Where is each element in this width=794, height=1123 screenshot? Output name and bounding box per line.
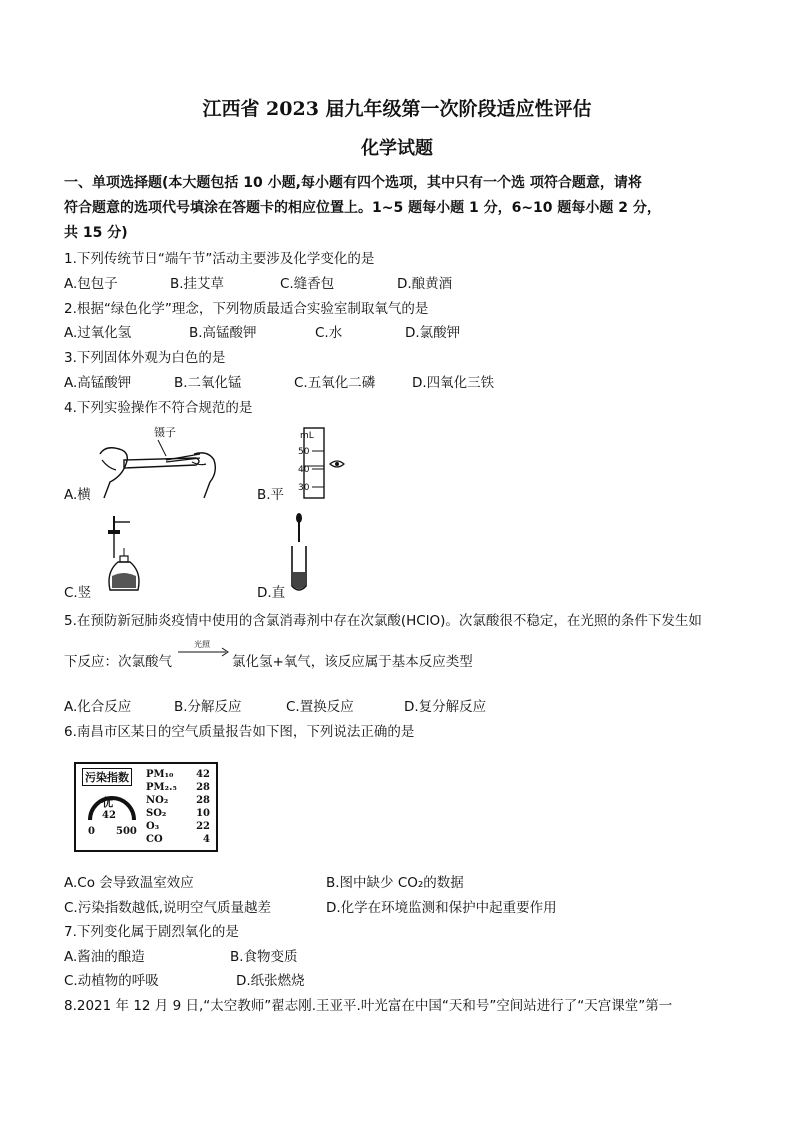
- cylinder-tick-50: 50: [298, 447, 310, 457]
- figure-a-horizontal-test-tube: [96, 424, 226, 500]
- section-heading-line-1: 一、单项选择题(本大题包括 10 小题,每小题有四个选项，其中只有一个选 项符合题意，请将: [64, 175, 642, 191]
- report-scale-max: 500: [116, 826, 137, 837]
- pollutant-name: O₃: [146, 821, 160, 832]
- report-level: 优: [102, 796, 113, 809]
- report-pollutant-list: [146, 768, 210, 846]
- report-row: [146, 820, 210, 833]
- pollutant-name: PM₂.₅: [146, 782, 177, 793]
- question-1-option-b[interactable]: B.挂艾草: [170, 276, 225, 292]
- question-5-stem-line-1: 5.在预防新冠肺炎疫情中使用的含氯消毒剂中存在次氯酸(HClO)。次氯酸很不稳定，在光照的条件下发生如: [64, 613, 702, 629]
- question-6-option-d[interactable]: D.化学在环境监测和保护中起重要作用: [326, 900, 557, 916]
- question-1-stem: 1.下列传统节日“端午节”活动主要涉及化学变化的是: [64, 251, 375, 267]
- reaction-arrow: [176, 638, 232, 662]
- question-5-option-a[interactable]: A.化合反应: [64, 699, 132, 715]
- question-2-option-a[interactable]: A.过氧化氢: [64, 325, 132, 341]
- question-4-option-a[interactable]: A.横: [64, 487, 91, 503]
- pollutant-name: CO: [146, 834, 163, 845]
- pollutant-name: SO₂: [146, 808, 167, 819]
- page-subtitle: 化学试题: [361, 138, 433, 159]
- air-quality-report: [74, 762, 218, 852]
- pollutant-name: PM₁₀: [146, 769, 174, 780]
- question-1-option-d[interactable]: D.酿黄酒: [397, 276, 453, 292]
- question-6-stem: 6.南昌市区某日的空气质量报告如下图，下列说法正确的是: [64, 724, 415, 740]
- report-row: [146, 807, 210, 820]
- pollutant-name: NO₂: [146, 795, 169, 806]
- question-1-option-c[interactable]: C.缝香包: [280, 276, 335, 292]
- question-3-stem: 3.下列固体外观为白色的是: [64, 350, 226, 366]
- section-heading-line-2: 符合题意的选项代号填涂在答题卡的相应位置上。1~5 题每小题 1 分，6~10 题每小题 2 分，: [64, 200, 661, 216]
- question-7-option-d[interactable]: D.纸张燃烧: [236, 973, 305, 989]
- question-4-option-c[interactable]: C.竖: [64, 585, 92, 601]
- question-2-option-b[interactable]: B.高锰酸钾: [189, 325, 257, 341]
- question-6-option-b[interactable]: B.图中缺少 CO₂的数据: [326, 875, 464, 891]
- question-4-option-b[interactable]: B.平: [257, 487, 285, 503]
- cylinder-tick-30: 30: [298, 483, 310, 493]
- pollutant-value: 42: [196, 769, 210, 780]
- question-2-option-d[interactable]: D.氯酸钾: [405, 325, 461, 341]
- question-2-stem: 2.根据“绿色化学”理念，下列物质最适合实验室制取氧气的是: [64, 301, 429, 317]
- question-7-option-b[interactable]: B.食物变质: [230, 949, 298, 965]
- section-heading-line-3: 共 15 分): [64, 225, 128, 241]
- question-8-stem: 8.2021 年 12 月 9 日,“太空教师”翟志刚.王亚平.叶光富在中国“天和号”空间站进行了“天宫课堂”第一: [64, 998, 673, 1014]
- pollutant-value: 22: [196, 821, 210, 832]
- question-5-stem-line-2-left: 下反应：次氯酸气: [64, 654, 172, 670]
- pollutant-value: 28: [196, 782, 210, 793]
- report-row: [146, 794, 210, 807]
- report-row: [146, 768, 210, 781]
- question-4-stem: 4.下列实验操作不符合规范的是: [64, 400, 253, 416]
- pollutant-value: 28: [196, 795, 210, 806]
- pollutant-value: 10: [196, 808, 210, 819]
- page-title: 江西省 2023 届九年级第一次阶段适应性评估: [202, 98, 592, 120]
- question-6-option-a[interactable]: A.Co 会导致温室效应: [64, 875, 194, 891]
- question-5-option-c[interactable]: C.置换反应: [286, 699, 354, 715]
- question-1-option-a[interactable]: A.包包子: [64, 276, 118, 292]
- figure-d-dropper-test-tube: [284, 510, 314, 594]
- cylinder-tick-40: 40: [298, 465, 310, 475]
- question-3-option-a[interactable]: A.高锰酸钾: [64, 375, 132, 391]
- cylinder-unit-label: mL: [300, 431, 314, 441]
- figure-b-measuring-cylinder: [290, 426, 350, 500]
- question-5-option-b[interactable]: B.分解反应: [174, 699, 242, 715]
- report-row: [146, 833, 210, 846]
- question-4-option-d[interactable]: D.直: [257, 585, 286, 601]
- report-index: 42: [102, 810, 116, 821]
- question-5-option-d[interactable]: D.复分解反应: [404, 699, 487, 715]
- report-row: [146, 781, 210, 794]
- question-3-option-d[interactable]: D.四氧化三铁: [412, 375, 495, 391]
- report-heading: 污染指数: [82, 768, 132, 786]
- question-3-option-b[interactable]: B.二氧化锰: [174, 375, 242, 391]
- figure-c-alcohol-lamp: [100, 512, 150, 596]
- report-scale-min: 0: [88, 826, 95, 837]
- question-2-option-c[interactable]: C.水: [315, 325, 343, 341]
- question-7-option-c[interactable]: C.动植物的呼吸: [64, 973, 159, 989]
- question-6-option-c[interactable]: C.污染指数越低,说明空气质量越差: [64, 900, 272, 916]
- tweezers-label: 镊子: [154, 426, 176, 439]
- pollutant-value: 4: [203, 834, 210, 845]
- question-3-option-c[interactable]: C.五氧化二磷: [294, 375, 376, 391]
- question-5-stem-line-2-right: 氯化氢+氧气，该反应属于基本反应类型: [232, 654, 473, 670]
- question-7-stem: 7.下列变化属于剧烈氧化的是: [64, 924, 239, 940]
- reaction-condition-label: 光照: [194, 640, 210, 649]
- question-7-option-a[interactable]: A.酱油的酿造: [64, 949, 145, 965]
